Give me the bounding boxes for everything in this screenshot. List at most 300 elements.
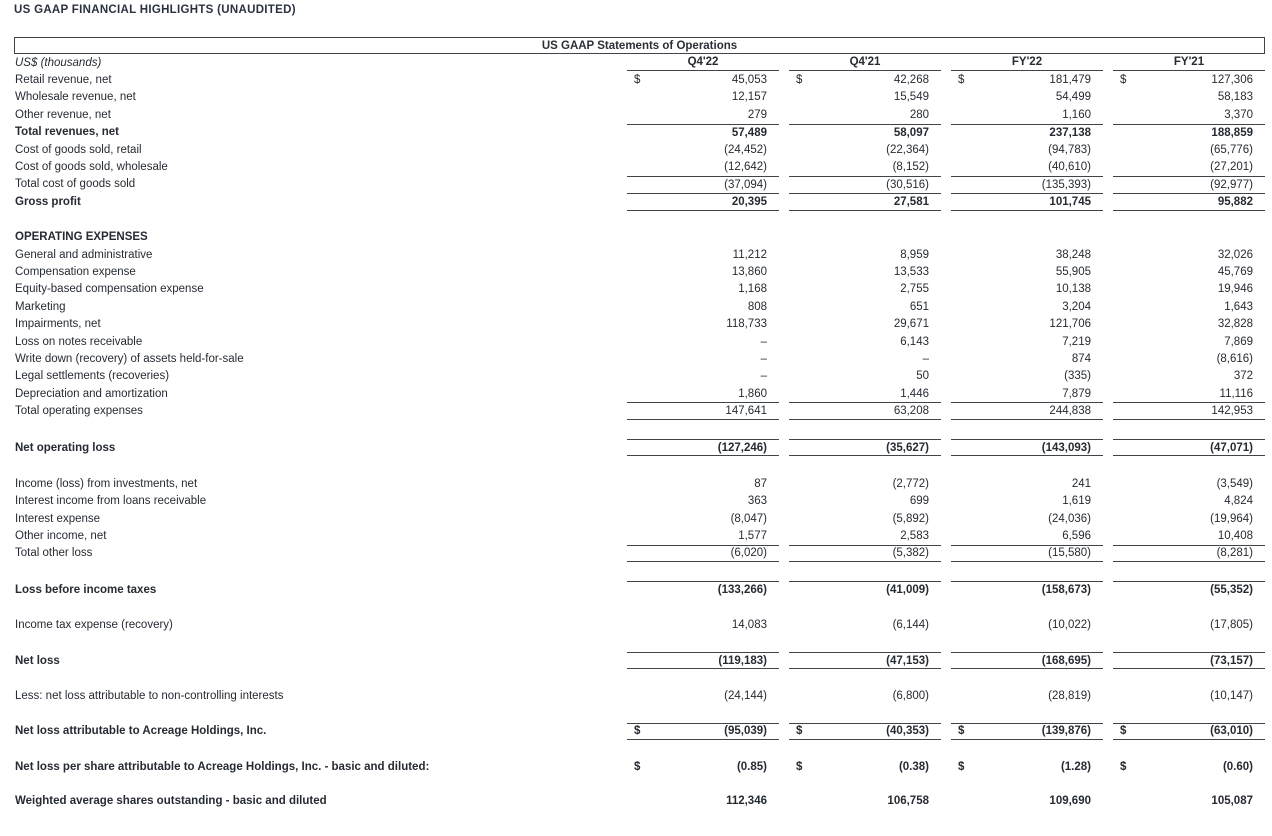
row-label: Retail revenue, net (15, 74, 112, 87)
value-text: 38,248 (1055, 248, 1091, 261)
dollar-sign: $ (796, 74, 803, 87)
row-label: Other income, net (15, 530, 107, 543)
value-cell (951, 493, 1103, 510)
value-cell (951, 263, 1103, 280)
value-text: (6,800) (892, 690, 929, 703)
value-cell (951, 176, 1103, 193)
value-text: 12,157 (731, 91, 767, 104)
value-text: 363 (747, 495, 767, 508)
value-cell (1113, 71, 1265, 88)
page-title: US GAAP FINANCIAL HIGHLIGHTS (UNAUDITED) (14, 4, 296, 16)
row-label: Gross profit (15, 195, 81, 208)
value-cell (1113, 298, 1265, 315)
value-cell (627, 246, 779, 263)
value-text: (168,695) (1041, 654, 1091, 667)
value-text: (24,144) (724, 690, 767, 703)
value-cell (1113, 246, 1265, 263)
value-cell (627, 229, 779, 246)
value-cell (627, 158, 779, 175)
value-text: 651 (909, 300, 929, 313)
table-row (14, 527, 1265, 544)
table-row (14, 106, 1265, 123)
value-text: (37,094) (724, 178, 767, 191)
value-cell (1113, 385, 1265, 402)
value-text: 29,671 (893, 318, 929, 331)
row-label: Total cost of goods sold (15, 178, 136, 191)
value-cell (789, 617, 941, 634)
value-cell (789, 368, 941, 385)
table-row (14, 545, 1265, 562)
value-cell (627, 176, 779, 193)
value-cell (627, 298, 779, 315)
value-text: 4,824 (1224, 495, 1253, 508)
value-cell (1113, 368, 1265, 385)
value-text: 1,577 (738, 530, 767, 543)
value-cell (1113, 527, 1265, 544)
dollar-sign: $ (958, 74, 965, 87)
value-cell (951, 793, 1103, 810)
value-text: 27,581 (893, 195, 929, 208)
value-cell (789, 723, 941, 740)
value-cell (789, 402, 941, 419)
column-header-label: Q4'21 (849, 56, 881, 69)
value-text: (8,281) (1216, 547, 1253, 560)
row-label: Impairments, net (15, 318, 101, 331)
value-text: 244,838 (1049, 405, 1091, 418)
value-cell (627, 723, 779, 740)
value-cell (789, 124, 941, 141)
row-label: Net loss attributable to Acreage Holdings, Inc. (15, 725, 267, 738)
value-cell (627, 475, 779, 492)
row-label: Less: net loss attributable to non-controlling interests (15, 690, 284, 703)
value-text: 32,026 (1217, 248, 1253, 261)
value-text: 15,549 (893, 91, 929, 104)
value-cell (951, 298, 1103, 315)
value-cell (789, 793, 941, 810)
value-cell (789, 350, 941, 367)
value-text: (24,036) (1048, 512, 1091, 525)
value-text: 1,619 (1062, 495, 1091, 508)
value-text: (63,010) (1210, 725, 1253, 738)
value-text: (5,892) (892, 512, 929, 525)
value-text: 112,346 (726, 795, 767, 808)
value-text: – (760, 352, 767, 365)
value-text: 105,087 (1211, 795, 1253, 808)
value-cell (951, 475, 1103, 492)
row-label: Legal settlements (recoveries) (15, 370, 170, 383)
value-text: (95,039) (724, 725, 767, 738)
table-row (14, 141, 1265, 158)
dollar-sign: $ (958, 725, 965, 738)
row-label: Depreciation and amortization (15, 387, 168, 400)
value-text: 2,583 (900, 530, 929, 543)
value-cell (1113, 89, 1265, 106)
value-cell (1113, 193, 1265, 210)
value-cell (951, 158, 1103, 175)
row-label: OPERATING EXPENSES (15, 231, 148, 244)
row-label: Cost of goods sold, retail (15, 143, 142, 156)
value-text: 32,828 (1217, 318, 1253, 331)
table-row (14, 333, 1265, 350)
value-text: (19,964) (1210, 512, 1253, 525)
column-header-label: Q4'22 (687, 56, 719, 69)
value-text: (5,382) (892, 547, 929, 560)
value-text: 1,160 (1062, 108, 1091, 121)
value-text: 55,905 (1055, 265, 1091, 278)
table-row (14, 723, 1265, 740)
value-text: (335) (1064, 370, 1091, 383)
value-cell (1113, 475, 1265, 492)
value-text: 3,370 (1224, 108, 1253, 121)
value-text: 106,758 (887, 795, 929, 808)
value-cell (789, 581, 941, 598)
value-text: (2,772) (892, 477, 929, 490)
table-row (14, 124, 1265, 141)
value-cell (789, 106, 941, 123)
value-cell (1113, 510, 1265, 527)
row-label: Loss before income taxes (15, 583, 157, 596)
value-cell (1113, 723, 1265, 740)
value-text: (139,876) (1041, 725, 1091, 738)
value-cell (789, 758, 941, 775)
value-cell (951, 581, 1103, 598)
value-cell (627, 758, 779, 775)
dollar-sign: $ (796, 725, 803, 738)
column-header-label: FY'21 (1173, 56, 1205, 69)
value-text: (3,549) (1216, 477, 1253, 490)
row-label: Income tax expense (recovery) (15, 619, 173, 632)
value-cell (789, 652, 941, 669)
table-row (14, 617, 1265, 634)
value-text: 372 (1233, 370, 1253, 383)
value-cell (951, 545, 1103, 562)
table-row (14, 281, 1265, 298)
value-cell (627, 652, 779, 669)
value-text: (158,673) (1041, 584, 1091, 597)
value-cell (951, 106, 1103, 123)
value-text: 58,183 (1217, 91, 1253, 104)
table-row (14, 350, 1265, 367)
value-cell (1113, 176, 1265, 193)
value-text: 109,690 (1049, 795, 1091, 808)
value-cell (789, 545, 941, 562)
value-text: (65,776) (1210, 143, 1253, 156)
value-cell (951, 89, 1103, 106)
value-cell (627, 106, 779, 123)
row-label: Interest expense (15, 512, 101, 525)
section-row (14, 229, 1265, 246)
value-cell (1113, 315, 1265, 332)
value-text: (143,093) (1041, 441, 1091, 454)
value-text: 874 (1071, 352, 1091, 365)
table-row (14, 493, 1265, 510)
value-text: (8,616) (1216, 352, 1253, 365)
value-text: 58,097 (893, 126, 929, 139)
value-text: (6,020) (730, 547, 767, 560)
value-text: 14,083 (731, 619, 767, 632)
value-cell (627, 350, 779, 367)
value-cell (951, 510, 1103, 527)
value-text: 42,268 (893, 74, 929, 87)
value-cell (627, 385, 779, 402)
value-text: 10,138 (1055, 283, 1091, 296)
value-text: (40,353) (886, 725, 929, 738)
value-text: 279 (747, 108, 767, 121)
value-cell (627, 687, 779, 704)
value-cell (1113, 106, 1265, 123)
value-cell (951, 368, 1103, 385)
value-text: 19,946 (1217, 283, 1253, 296)
table-row (14, 793, 1265, 810)
row-label: Total other loss (15, 547, 93, 560)
column-header (627, 54, 779, 71)
value-text: 1,168 (738, 283, 767, 296)
table-header-row (14, 54, 1265, 71)
value-text: 7,869 (1224, 335, 1253, 348)
value-text: 6,596 (1062, 530, 1091, 543)
value-cell (1113, 617, 1265, 634)
value-text: 11,212 (732, 248, 767, 261)
value-text: (27,201) (1210, 161, 1253, 174)
value-cell (1113, 402, 1265, 419)
value-cell (951, 333, 1103, 350)
dollar-sign: $ (634, 74, 641, 87)
value-cell (627, 333, 779, 350)
value-text: 237,138 (1049, 126, 1091, 139)
table-row (14, 652, 1265, 669)
value-text: 13,860 (731, 265, 767, 278)
value-cell (951, 527, 1103, 544)
value-text: 808 (747, 300, 767, 313)
value-text: 7,219 (1062, 335, 1091, 348)
value-text: (119,183) (718, 654, 767, 667)
value-cell (789, 71, 941, 88)
row-label: Net loss per share attributable to Acreage Holdings, Inc. - basic and diluted: (15, 760, 430, 773)
value-cell (627, 89, 779, 106)
column-header (789, 54, 941, 71)
value-text: – (760, 370, 767, 383)
value-text: 3,204 (1062, 300, 1091, 313)
value-text: 6,143 (900, 335, 929, 348)
dollar-sign: $ (634, 760, 641, 773)
value-cell (789, 439, 941, 456)
value-text: 45,769 (1217, 265, 1253, 278)
value-text: (135,393) (1041, 178, 1091, 191)
value-cell (1113, 687, 1265, 704)
value-cell (627, 71, 779, 88)
value-text: 20,395 (731, 195, 767, 208)
value-text: 241 (1071, 477, 1091, 490)
value-cell (789, 315, 941, 332)
value-text: 121,706 (1049, 318, 1091, 331)
value-cell (789, 385, 941, 402)
value-text: (133,266) (717, 584, 767, 597)
value-text: 8,959 (900, 248, 929, 261)
value-cell (1113, 124, 1265, 141)
dollar-sign: $ (796, 760, 803, 773)
value-cell (627, 141, 779, 158)
value-text: (22,364) (886, 143, 929, 156)
value-cell (627, 439, 779, 456)
row-label: Income (loss) from investments, net (15, 477, 198, 490)
value-cell (789, 298, 941, 315)
table-row (14, 246, 1265, 263)
table-row (14, 298, 1265, 315)
row-label: Other revenue, net (15, 108, 111, 121)
row-label: Wholesale revenue, net (15, 91, 136, 104)
value-cell (1113, 439, 1265, 456)
row-label: Weighted average shares outstanding - basic and diluted (15, 795, 327, 808)
value-cell (627, 510, 779, 527)
value-text: (35,627) (886, 441, 929, 454)
value-text: 142,953 (1211, 405, 1253, 418)
value-text: (94,783) (1048, 143, 1091, 156)
table-row (14, 368, 1265, 385)
value-cell (951, 281, 1103, 298)
value-text: 699 (909, 495, 929, 508)
value-cell (951, 315, 1103, 332)
dollar-sign: $ (1120, 725, 1127, 738)
value-text: (10,147) (1210, 690, 1253, 703)
value-text: (47,071) (1210, 441, 1253, 454)
statements-table (14, 37, 1265, 810)
table-row (14, 475, 1265, 492)
row-label: Net loss (15, 654, 60, 667)
value-cell (789, 510, 941, 527)
value-cell (1113, 141, 1265, 158)
value-text: 63,208 (893, 405, 929, 418)
value-cell (627, 493, 779, 510)
dollar-sign: $ (958, 760, 965, 773)
value-cell (627, 193, 779, 210)
value-cell (1113, 758, 1265, 775)
table-row (14, 158, 1265, 175)
value-text: 118,733 (726, 318, 767, 331)
value-text: (92,977) (1210, 178, 1253, 191)
row-label: Marketing (15, 300, 66, 313)
value-text: 1,643 (1224, 300, 1253, 313)
value-text: 50 (916, 370, 929, 383)
value-cell (789, 263, 941, 280)
row-label: Equity-based compensation expense (15, 283, 204, 296)
value-cell (789, 527, 941, 544)
value-cell (1113, 493, 1265, 510)
value-cell (789, 193, 941, 210)
value-cell (1113, 350, 1265, 367)
value-cell (1113, 281, 1265, 298)
value-text: (55,352) (1210, 584, 1253, 597)
value-text: (47,153) (886, 654, 929, 667)
value-text: 1,446 (900, 387, 929, 400)
value-cell (951, 229, 1103, 246)
value-cell (627, 315, 779, 332)
row-label: Write down (recovery) of assets held-for-sale (15, 352, 244, 365)
value-cell (789, 333, 941, 350)
value-text: 280 (909, 108, 929, 121)
value-cell (789, 475, 941, 492)
value-cell (951, 141, 1103, 158)
row-label: Compensation expense (15, 265, 136, 278)
table-row (14, 687, 1265, 704)
value-cell (1113, 158, 1265, 175)
value-cell (1113, 581, 1265, 598)
value-text: (10,022) (1048, 619, 1091, 632)
value-text: 54,499 (1055, 91, 1091, 104)
value-text: 13,533 (893, 265, 929, 278)
value-cell (1113, 545, 1265, 562)
value-text: (24,452) (724, 143, 767, 156)
value-cell (1113, 333, 1265, 350)
value-cell (951, 687, 1103, 704)
dollar-sign: $ (1120, 760, 1127, 773)
table-row (14, 510, 1265, 527)
value-text: (1.28) (1060, 760, 1091, 773)
value-text: 2,755 (900, 283, 929, 296)
table-row (14, 71, 1265, 88)
value-cell (951, 617, 1103, 634)
value-text: (28,819) (1048, 690, 1091, 703)
value-cell (951, 723, 1103, 740)
value-text: – (760, 335, 767, 348)
row-label: Total operating expenses (15, 405, 143, 418)
table-row (14, 176, 1265, 193)
value-cell (627, 581, 779, 598)
table-row (14, 263, 1265, 280)
value-text: (0.60) (1222, 760, 1253, 773)
value-cell (951, 246, 1103, 263)
value-cell (1113, 793, 1265, 810)
row-label: Interest income from loans receivable (15, 495, 207, 508)
table-row (14, 758, 1265, 775)
row-label: General and administrative (15, 248, 153, 261)
value-text: 11,116 (1219, 387, 1253, 400)
table-row (14, 193, 1265, 210)
value-cell (789, 246, 941, 263)
value-text: (12,642) (724, 161, 767, 174)
value-cell (789, 141, 941, 158)
value-text: (6,144) (892, 619, 929, 632)
value-cell (951, 385, 1103, 402)
value-text: 147,641 (725, 405, 767, 418)
value-cell (1113, 263, 1265, 280)
value-cell (627, 263, 779, 280)
value-cell (951, 124, 1103, 141)
dollar-sign: $ (1120, 74, 1127, 87)
value-text: (73,157) (1210, 654, 1253, 667)
value-cell (789, 176, 941, 193)
table-row (14, 315, 1265, 332)
value-text: (127,246) (717, 441, 767, 454)
table-row (14, 89, 1265, 106)
value-cell (951, 350, 1103, 367)
unit-label: US$ (thousands) (15, 56, 102, 69)
row-label: Total revenues, net (15, 126, 119, 139)
value-cell (627, 402, 779, 419)
value-text: 87 (754, 477, 767, 490)
column-header (1113, 54, 1265, 71)
value-text: 95,882 (1217, 195, 1253, 208)
value-cell (627, 368, 779, 385)
table-title: US GAAP Statements of Operations (14, 37, 1265, 54)
value-cell (789, 687, 941, 704)
value-text: – (922, 352, 929, 365)
value-cell (951, 652, 1103, 669)
value-cell (951, 402, 1103, 419)
value-text: 57,489 (731, 126, 767, 139)
value-cell (951, 193, 1103, 210)
value-text: (40,610) (1048, 161, 1091, 174)
dollar-sign: $ (634, 725, 641, 738)
